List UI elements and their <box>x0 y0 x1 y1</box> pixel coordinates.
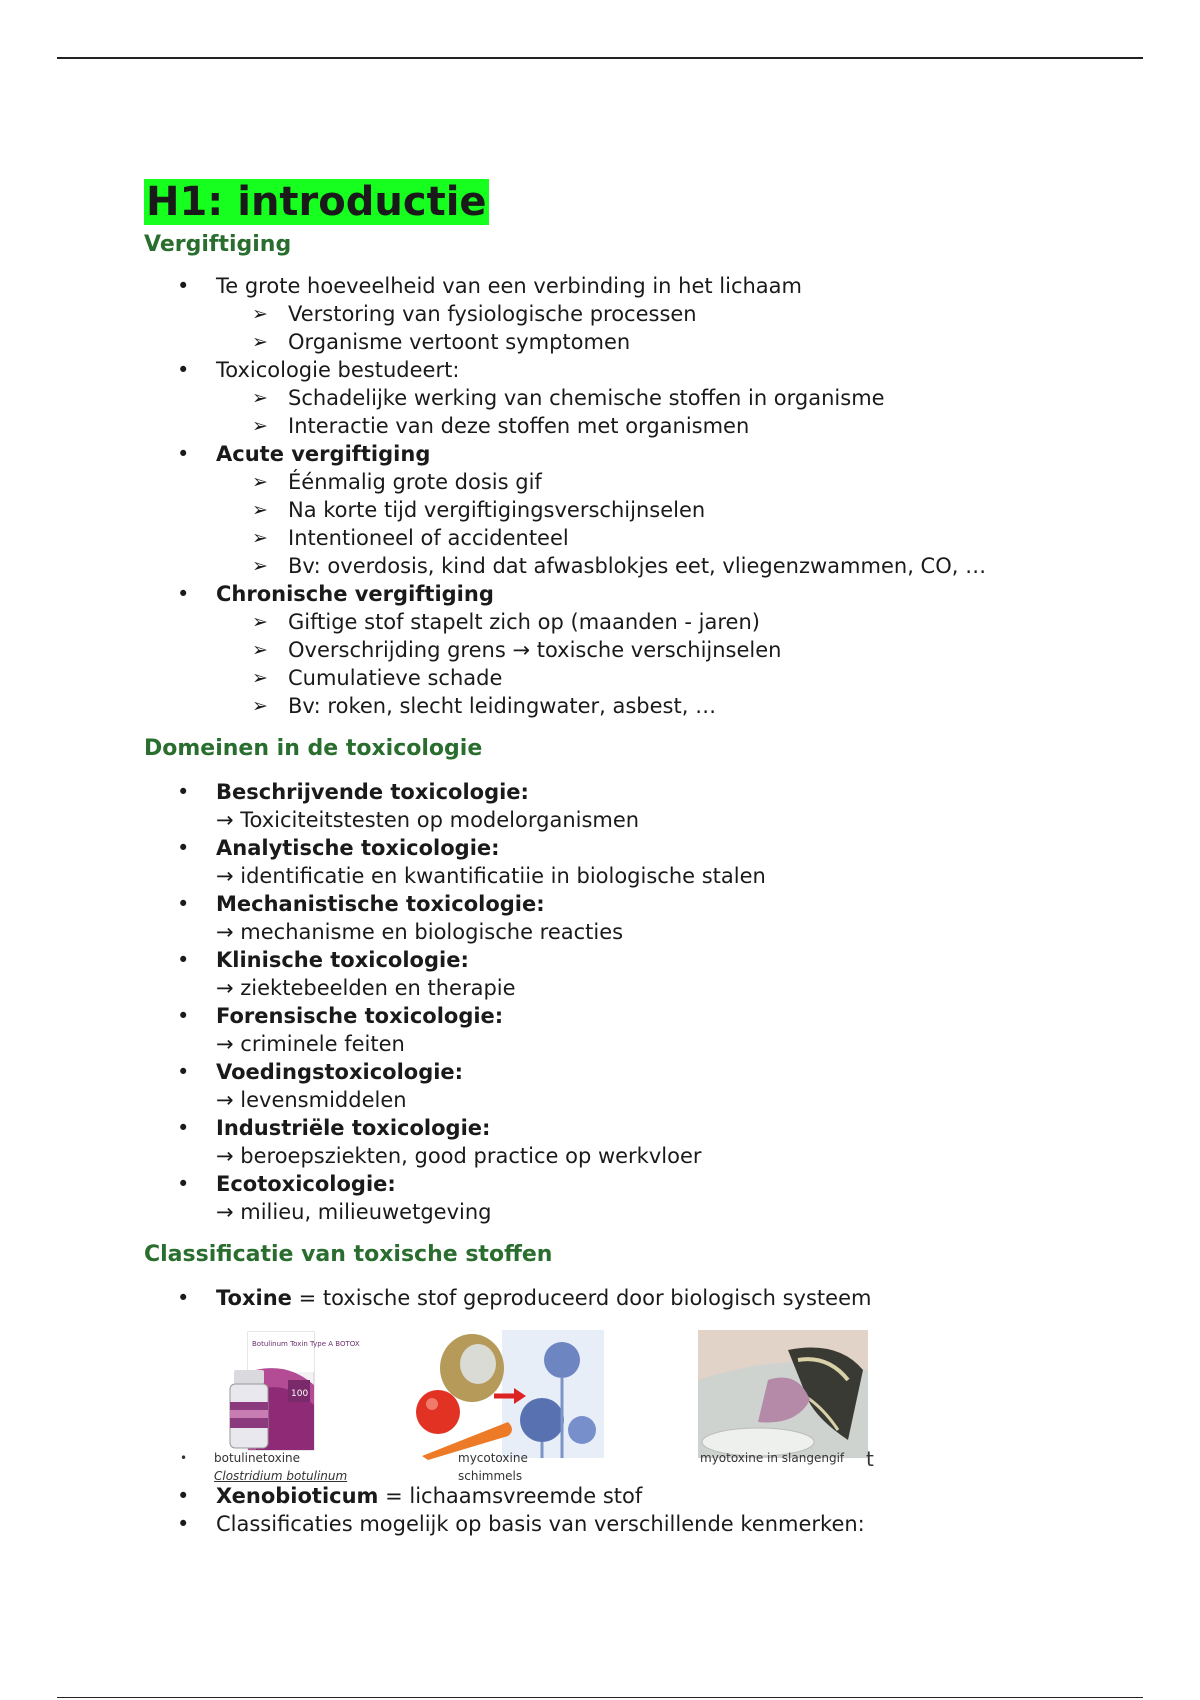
list-item: • Te grote hoeveelheid van een verbinding in het lichaam ➢ Verstoring van fysiologische processen ➢ Organisme vertoont symptomen <box>144 272 1104 356</box>
domeinen-list <box>144 778 1104 1226</box>
botox-vial-icon <box>216 1330 360 1460</box>
vial-dose-label: 100 <box>291 1389 309 1399</box>
toxin-figures: Botulinum Toxin Type A BOTOX 100 • botulinetoxine Clostridium botulinum mycotoxine schimmels myotoxine in slangengif t <box>216 1330 1104 1506</box>
sub-item: ➢ Verstoring van fysiologische processen <box>216 300 1104 328</box>
sub-item: ➢ Intentioneel of accidenteel <box>216 524 1104 552</box>
snake-venom-icon <box>698 1330 868 1460</box>
heading-vergiftiging: Vergiftiging <box>144 232 292 257</box>
list-item: • Forensische toxicologie: → criminele feiten <box>144 1002 1104 1058</box>
classificatie-list <box>144 1284 1104 1312</box>
caption-botulinetoxine: botulinetoxine <box>214 1451 301 1465</box>
list-item: • Toxine = toxische stof geproduceerd door biologisch systeem <box>144 1284 1104 1312</box>
sub-item: ➢ Organisme vertoont symptomen <box>216 328 1104 356</box>
sub-item: ➢ Schadelijke werking van chemische stoffen in organisme <box>216 384 1104 412</box>
header-rule <box>57 57 1143 59</box>
list-item: • Chronische vergiftiging ➢ Giftige stof stapelt zich op (maanden - jaren) ➢ Overschrijding grens → toxische verschijnselen ➢ Cumulatieve schade ➢ Bv: roken, slecht leidingwater, asbest, … <box>144 580 1104 720</box>
sub-item: ➢ Na korte tijd vergiftigingsverschijnselen <box>216 496 1104 524</box>
sub-item: ➢ Overschrijding grens → toxische verschijnselen <box>216 636 1104 664</box>
mold-food-icon <box>412 1330 604 1460</box>
footer-rule <box>57 1697 1143 1698</box>
list-item: • Klinische toxicologie: → ziektebeelden en therapie <box>144 946 1104 1002</box>
page-title: H1: introductie <box>146 179 487 225</box>
caption-myotoxine: myotoxine in slangengif <box>700 1451 845 1465</box>
vial-box-label: Botulinum Toxin Type A BOTOX <box>252 1340 360 1348</box>
list-item: • Classificaties mogelijk op basis van verschillende kenmerken: <box>144 1510 1104 1538</box>
list-item: • Toxicologie bestudeert: ➢ Schadelijke werking van chemische stoffen in organisme ➢ Interactie van deze stoffen met organismen <box>144 356 1104 440</box>
classificatie-list-continued <box>144 1482 1104 1538</box>
list-item: • Beschrijvende toxicologie: → Toxiciteitstesten op modelorganismen <box>144 778 1104 834</box>
list-item: • Xenobioticum = lichaamsvreemde stof <box>144 1482 1104 1510</box>
sub-item: ➢ Cumulatieve schade <box>216 664 1104 692</box>
heading-classificatie: Classificatie van toxische stoffen <box>144 1242 553 1267</box>
list-item: • Acute vergiftiging ➢ Éénmalig grote dosis gif ➢ Na korte tijd vergiftigingsverschijnselen ➢ Intentioneel of accidenteel ➢ Bv: overdosis, kind dat afwasblokjes eet, vliegenzwammen, CO, … <box>144 440 1104 580</box>
list-item: • Voedingstoxicologie: → levensmiddelen <box>144 1058 1104 1114</box>
sub-item: ➢ Interactie van deze stoffen met organismen <box>216 412 1104 440</box>
sub-item: ➢ Bv: overdosis, kind dat afwasblokjes eet, vliegenzwammen, CO, … <box>216 552 1104 580</box>
figure-mycotoxine <box>412 1330 604 1464</box>
heading-domeinen: Domeinen in de toxicologie <box>144 736 483 761</box>
list-item: • Industriële toxicologie: → beroepsziekten, good practice op werkvloer <box>144 1114 1104 1170</box>
list-item: • Mechanistische toxicologie: → mechanisme en biologische reacties <box>144 890 1104 946</box>
caption-mycotoxine: mycotoxine <box>458 1451 528 1465</box>
figure-slangengif <box>698 1330 868 1464</box>
list-item: • Ecotoxicologie: → milieu, milieuwetgeving <box>144 1170 1104 1226</box>
caption-trailing-char: t <box>866 1447 874 1471</box>
figure-botulinetoxine <box>216 1330 360 1464</box>
caption-schimmels: schimmels <box>458 1469 523 1483</box>
vergiftiging-list <box>144 272 1104 720</box>
sub-item: ➢ Giftige stof stapelt zich op (maanden - jaren) <box>216 608 1104 636</box>
sub-item: ➢ Éénmalig grote dosis gif <box>216 468 1104 496</box>
sub-item: ➢ Bv: roken, slecht leidingwater, asbest, … <box>216 692 1104 720</box>
list-item: • Analytische toxicologie: → identificatie en kwantificatiie in biologische stalen <box>144 834 1104 890</box>
document-body <box>144 178 1104 1538</box>
caption-clostridium: Clostridium botulinum <box>214 1469 348 1483</box>
